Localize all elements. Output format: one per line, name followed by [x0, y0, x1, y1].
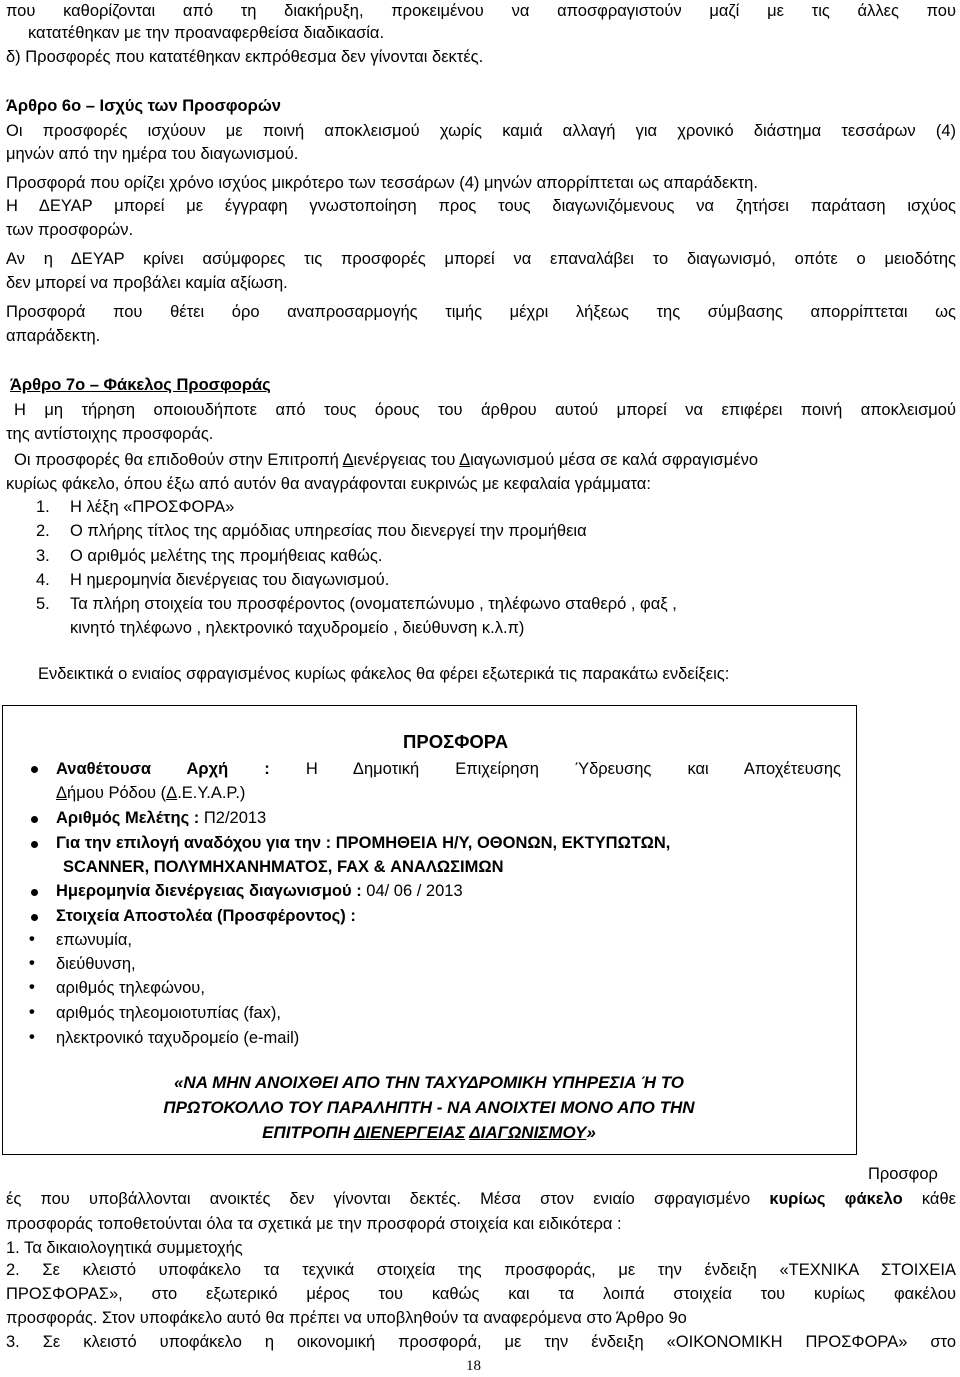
paragraph-line: Η μη τήρηση οποιουδήποτε από τους όρους του άρθρου αυτού μπορεί να επιφέρει ποινή αποκλεισμού — [14, 401, 956, 419]
sender-item: αριθμός τηλεομοιοτυπίας (fax), — [56, 1004, 282, 1022]
bullet-icon — [31, 914, 38, 921]
text-run: ΔΙΕΝΕΡΓΕΙΑΣ — [353, 1123, 466, 1142]
text-run: Οι προσφορές θα επιδοθούν στην Επιτροπή — [14, 451, 343, 469]
paragraph-line: Αν η ΔΕΥΑΡ κρίνει ασύμφορες τις προσφορές μπορεί να επαναλάβει το διαγωνισμό, οπότε ο μειοδότης — [6, 250, 956, 268]
paragraph-line: Οι προσφορές ισχύουν με ποινή αποκλεισμού χωρίς καμιά αλλαγή για χρονικό διάστημα τεσσάρων (4) — [6, 122, 956, 140]
paragraph-line: Προσφορά που ορίζει χρόνο ισχύος μικρότερο των τεσσάρων (4) μηνών απορρίπτεται ως απαράδεκτη. — [6, 174, 758, 192]
text-run: ές που υποβάλλονται ανοικτές δεν γίνονται δεκτές. Μέσα στον ενιαίο σφραγισμένο — [6, 1190, 770, 1208]
paragraph-line: 3. Σε κλειστό υποφάκελο η οικονομική προσφορά, με την ένδειξη «ΟΙΚΟΝΟΜΙΚΗ ΠΡΟΣΦΟΡΑ» στο — [6, 1333, 956, 1351]
text-run: ιαγωνισμού μέσα σε καλά σφραγισμένο — [470, 451, 759, 469]
envelope-title: ΠΡΟΣΦΟΡΑ — [403, 731, 509, 752]
envelope-authority-cont — [56, 782, 245, 804]
sender-item: διεύθυνση, — [56, 955, 136, 973]
list-item: Η ημερομηνία διενέργειας του διαγωνισμού. — [70, 571, 390, 589]
paragraph-line: απαράδεκτη. — [6, 327, 101, 345]
field-label: Αναθέτουσα Αρχή : — [56, 760, 270, 778]
envelope-label-box — [2, 705, 857, 1155]
text-run: ήμου Ρόδου ( — [67, 784, 167, 802]
bullet-icon: • — [29, 1028, 35, 1046]
list-item: Η λέξη «ΠΡΟΣΦΟΡΑ» — [70, 498, 235, 516]
paragraph-line: 1. Τα δικαιολογητικά συμμετοχής — [6, 1239, 243, 1257]
intro-line: δ) Προσφορές που κατατέθηκαν εκπρόθεσμα δεν γίνονται δεκτές. — [6, 48, 484, 66]
envelope-date — [56, 880, 463, 902]
text-run: Δ — [342, 451, 354, 469]
bullet-icon: • — [29, 978, 35, 996]
envelope-intro: Ενδεικτικά ο ενιαίος σφραγισμένος κυρίως φάκελος θα φέρει εξωτερικά τις παρακάτω ενδείξεις: — [38, 665, 730, 683]
article-7-heading: Άρθρο 7ο – Φάκελος Προσφοράς — [10, 376, 271, 394]
text-run: » — [586, 1123, 596, 1142]
text-run: .Ε.Υ.Α.Ρ.) — [177, 784, 246, 802]
text-run: Δ — [166, 784, 178, 802]
list-item: Ο πλήρης τίτλος της αρμόδιας υπηρεσίας που διενεργεί την προμήθεια — [70, 522, 587, 540]
envelope-warning: «ΝΑ ΜΗΝ ΑΝΟΙΧΘΕΙ ΑΠΟ ΤΗΝ ΤΑΧΥΔΡΟΜΙΚΗ ΥΠΗΡΕΣΙΑ Ή ΤΟ — [173, 1073, 685, 1092]
paragraph-line: ΠΡΟΣΦΟΡΑΣ», στο εξωτερικό μέρος του καθώς και τα λοιπά στοιχεία του κυρίως φακέλου — [6, 1285, 956, 1303]
field-value: Η Δημοτική Επιχείρηση Ύδρευσης και Αποχέτευσης — [269, 760, 841, 778]
sender-item: επωνυμία, — [56, 931, 132, 949]
text-run: ΔΙΑΓΩΝΙΣΜΟΥ — [469, 1123, 587, 1142]
bullet-icon — [31, 816, 38, 823]
field-label: Ημερομηνία διενέργειας διαγωνισμού : — [56, 882, 362, 900]
article-6-heading: Άρθρο 6ο – Ισχύς των Προσφορών — [6, 97, 281, 115]
field-value: ΠΡΟΜΗΘΕΙΑ Η/Υ, ΟΘΟΝΩΝ, ΕΚΤΥΠΩΤΩΝ, — [331, 834, 671, 852]
paragraph-line: των προσφορών. — [6, 221, 134, 239]
text-fragment: Προσφορ — [868, 1165, 938, 1183]
envelope-contractor — [56, 832, 670, 854]
paragraph-line — [14, 449, 758, 471]
paragraph-line: Προσφορά που θέτει όρο αναπροσαρμογής τιμής μέχρι λήξεως της σύμβασης απορρίπτεται ως — [6, 303, 956, 321]
bullet-icon: • — [29, 1003, 35, 1021]
envelope-warning — [3, 1122, 855, 1144]
text-run: Δ — [459, 451, 471, 469]
list-item: Ο αριθμός μελέτης της προμήθειας καθώς. — [70, 547, 383, 565]
bullet-icon: • — [29, 954, 35, 972]
text-run: ιενέργειας του — [353, 451, 460, 469]
page-number: 18 — [466, 1358, 481, 1374]
envelope-warning: ΠΡΩΤΟΚΟΛΛΟ ΤΟΥ ΠΑΡΑΛΗΠΤΗ - ΝΑ ΑΝΟΙΧΤΕΙ ΜΟΝΟ ΑΠΟ ΤΗΝ — [163, 1098, 695, 1117]
paragraph-line: προσφοράς. Στον υποφάκελο αυτό θα πρέπει να υποβληθούν τα αναφερόμενα στο Άρθρο 9ο — [6, 1309, 687, 1327]
envelope-study — [56, 807, 266, 829]
intro-line: κατατέθηκαν με την προαναφερθείσα διαδικασία. — [28, 24, 385, 42]
field-label: Για την επιλογή αναδόχου για την : — [56, 834, 332, 852]
bullet-icon — [31, 841, 38, 848]
text-run: κάθε — [902, 1190, 956, 1208]
bullet-icon — [31, 766, 38, 773]
list-number: 2. — [36, 522, 50, 540]
list-number: 1. — [36, 498, 50, 516]
intro-line: που καθορίζονται από τη διακήρυξη, προκειμένου να αποσφραγιστούν μαζί με τις άλλες που — [6, 2, 956, 20]
paragraph-line: Η ΔΕΥΑΡ μπορεί με έγγραφη γνωστοποίηση προς τους διαγωνιζόμενους να ζητήσει παράταση ισχύος — [6, 197, 956, 215]
paragraph-line: προσφοράς τοποθετούνται όλα τα σχετικά με την προσφορά στοιχεία και ειδικότερα : — [6, 1215, 622, 1233]
list-item: Τα πλήρη στοιχεία του προσφέροντος (ονοματεπώνυμο , τηλέφωνο σταθερό , φαξ , — [70, 595, 677, 613]
text-run: ΕΠΙΤΡΟΠΗ — [262, 1123, 354, 1142]
envelope-sender-label: Στοιχεία Αποστολέα (Προσφέροντος) : — [56, 907, 356, 925]
text-run: Δ — [56, 784, 68, 802]
list-item-continuation: κινητό τηλέφωνο , ηλεκτρονικό ταχυδρομείο , διεύθυνση κ.λ.π) — [70, 619, 525, 637]
field-value: 04/ 06 / 2013 — [361, 882, 463, 900]
envelope-contractor-cont: SCANNER, ΠΟΛΥΜΗΧΑΝΗΜΑΤΟΣ, FAX & ΑΝΑΛΩΣΙΜΩΝ — [63, 858, 504, 876]
sender-item: ηλεκτρονικό ταχυδρομείο (e-mail) — [56, 1029, 300, 1047]
list-number: 3. — [36, 547, 50, 565]
envelope-authority — [56, 758, 841, 780]
list-number: 5. — [36, 595, 50, 613]
paragraph-line — [6, 1188, 956, 1210]
field-label: Αριθμός Μελέτης : — [56, 809, 200, 827]
sender-item: αριθμός τηλεφώνου, — [56, 979, 205, 997]
list-number: 4. — [36, 571, 50, 589]
paragraph-line: της αντίστοιχης προσφοράς. — [6, 425, 214, 443]
bullet-icon — [31, 889, 38, 896]
paragraph-line: δεν μπορεί να προβάλει καμία αξίωση. — [6, 274, 288, 292]
text-run: κυρίως φάκελο — [769, 1190, 903, 1208]
paragraph-line: 2. Σε κλειστό υποφάκελο τα τεχνικά στοιχεία της προσφοράς, με την ένδειξη «ΤΕΧΝΙΚΑ ΣΤΟΙΧΕΙΑ — [6, 1261, 956, 1279]
bullet-icon: • — [29, 930, 35, 948]
paragraph-line: κυρίως φάκελο, όπου έξω από αυτόν θα αναγράφονται ευκρινώς με κεφαλαία γράμματα: — [6, 475, 651, 493]
field-value: Π2/2013 — [199, 809, 267, 827]
paragraph-line: μηνών από την ημέρα του διαγωνισμού. — [6, 145, 299, 163]
